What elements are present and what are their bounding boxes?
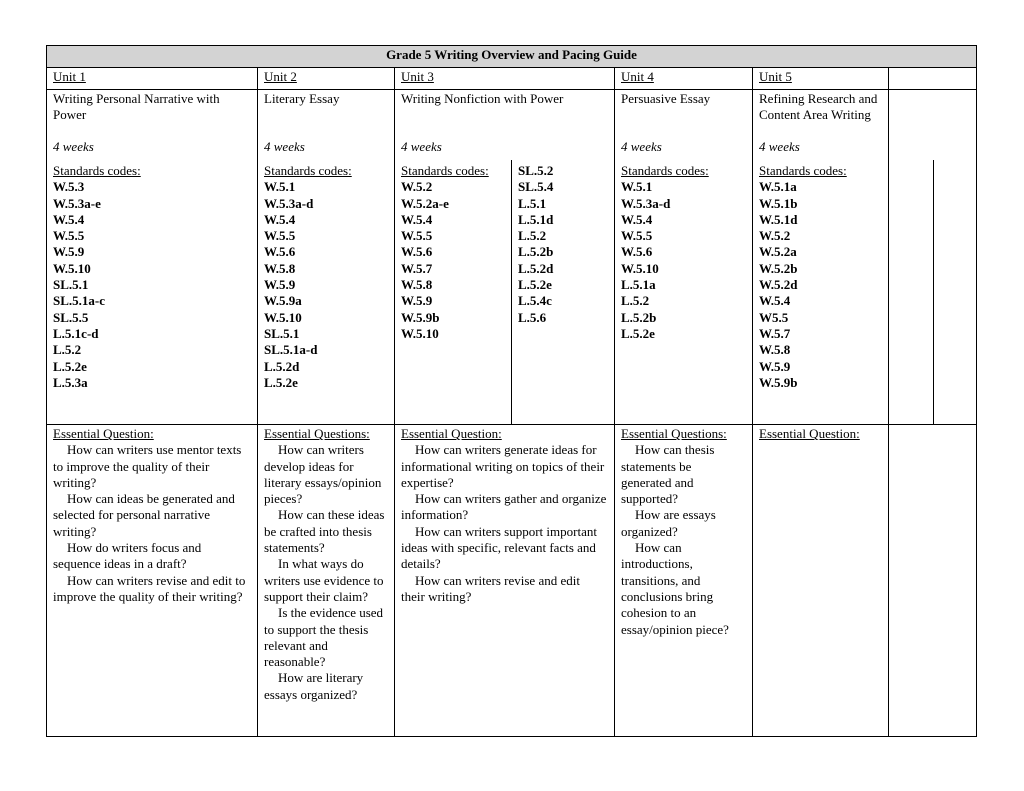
- essential-question-label: Essential Questions:: [264, 426, 370, 441]
- unit-name-cell: [46, 90, 257, 160]
- standards-cell: [257, 162, 394, 424]
- rule: [46, 736, 977, 737]
- unit-duration: 4 weeks: [401, 139, 442, 154]
- standard-code: L.5.2d: [518, 260, 554, 276]
- standard-code: L.5.2e: [53, 358, 87, 374]
- rule: [976, 45, 977, 737]
- standard-code: L.5.2e: [518, 277, 552, 293]
- unit-name-cell: [752, 90, 888, 160]
- table-title: Grade 5 Writing Overview and Pacing Guide: [386, 47, 637, 62]
- standard-code: L.5.6: [518, 309, 547, 325]
- standard-code: L.5.3a: [53, 374, 88, 390]
- rule: [394, 67, 395, 737]
- standard-code: W.5.9: [401, 293, 433, 309]
- standard-code: SL.5.1a-c: [53, 293, 105, 309]
- standard-code: W.5.1d: [759, 211, 798, 227]
- essential-question: How are essays organized?: [621, 507, 716, 539]
- essential-question: In what ways do writers use evidence to support their claim?: [264, 556, 384, 604]
- standard-code: W.5.2: [759, 228, 791, 244]
- essential-question: How can these ideas be crafted into thesis statements?: [264, 507, 385, 556]
- standard-code: W.5.9: [759, 358, 791, 374]
- essential-question: How can writers support important ideas with specific, relevant facts and details?: [401, 523, 597, 572]
- standard-code: W.5.9b: [759, 374, 798, 390]
- standard-code: L.5.2: [621, 293, 650, 309]
- rule: [46, 89, 977, 90]
- standard-code: W.5.9a: [264, 293, 302, 309]
- standard-code: W.5.4: [759, 293, 791, 309]
- standard-code: W.5.5: [264, 228, 296, 244]
- rule: [933, 160, 934, 424]
- essential-questions-cell: [257, 425, 394, 736]
- rule: [46, 45, 47, 737]
- standard-code: W.5.10: [53, 260, 91, 276]
- standard-code: W.5.2d: [759, 277, 798, 293]
- unit-name: Writing Personal Narrative with Power: [53, 91, 220, 123]
- unit-duration: 4 weeks: [759, 139, 800, 154]
- essential-question: How can writers revise and edit to improve the quality of their writing?: [53, 572, 246, 604]
- standard-code: W.5.6: [401, 244, 433, 260]
- standard-code: W.5.4: [264, 211, 296, 227]
- standards-label: Standards codes:: [401, 163, 489, 178]
- essential-question: How do writers focus and sequence ideas in a draft?: [53, 540, 202, 572]
- standard-code: W.5.10: [401, 325, 439, 341]
- unit-header-cell: [257, 68, 394, 89]
- unit-label: Unit 4: [621, 69, 654, 84]
- standard-code: SL.5.4: [518, 179, 554, 195]
- unit-name-cell: [257, 90, 394, 160]
- rule: [511, 160, 512, 424]
- essential-question-label: Essential Question:: [759, 426, 860, 441]
- essential-question: How can writers gather and organize information?: [401, 491, 607, 523]
- unit-duration: 4 weeks: [264, 139, 305, 154]
- standards-cell: [46, 162, 257, 424]
- unit-label: Unit 5: [759, 69, 792, 84]
- rule: [888, 67, 889, 737]
- standard-code: L.5.2d: [264, 358, 300, 374]
- standard-code: W.5.4: [401, 211, 433, 227]
- standard-code: W.5.1b: [759, 195, 798, 211]
- standards-cell: [614, 162, 752, 424]
- unit-name-cell: [614, 90, 752, 160]
- rule: [257, 67, 258, 737]
- essential-questions-cell: [394, 425, 614, 736]
- unit-header-cell: [614, 68, 752, 89]
- standard-code: W.5.8: [401, 277, 433, 293]
- essential-question: How are literary essays organized?: [264, 670, 364, 702]
- unit-header-cell: [46, 68, 257, 89]
- rule: [46, 45, 977, 46]
- standards-label: Standards codes:: [621, 163, 709, 178]
- essential-question: Is the evidence used to support the thesis relevant and reasonable?: [264, 605, 384, 670]
- standard-code: SL.5.2: [518, 163, 554, 178]
- standard-code: W.5.2b: [759, 260, 798, 276]
- standard-code: L.5.2b: [518, 244, 554, 260]
- essential-question: How can thesis statements be generated and supported?: [621, 442, 715, 507]
- standard-code: W.5.1a: [759, 179, 797, 195]
- unit-name-cell: [394, 90, 614, 160]
- rule: [46, 67, 977, 68]
- unit-label: Unit 2: [264, 69, 297, 84]
- standard-code: W.5.9b: [401, 309, 440, 325]
- standard-code: W.5.7: [759, 325, 791, 341]
- standard-code: W.5.1: [264, 179, 296, 195]
- essential-question: How can writers use mentor texts to improve the quality of their writing?: [53, 442, 242, 490]
- standard-code: L.5.1a: [621, 277, 656, 293]
- standard-code: SL.5.1a-d: [264, 342, 318, 358]
- standard-code: SL.5.1: [53, 277, 89, 293]
- unit-header-cell: [394, 68, 614, 89]
- standard-code: W.5.7: [401, 260, 433, 276]
- standard-code: W.5.3a-e: [53, 195, 101, 211]
- standard-code: SL.5.1: [264, 325, 300, 341]
- standard-code: SL.5.5: [53, 309, 89, 325]
- standard-code: W5.5: [759, 309, 789, 325]
- standards-label: Standards codes:: [759, 163, 847, 178]
- essential-question-label: Essential Questions:: [621, 426, 727, 441]
- standard-code: L.5.1c-d: [53, 325, 99, 341]
- essential-questions-cell: [614, 425, 752, 736]
- standard-code: W.5.9: [53, 244, 85, 260]
- standard-code: L.5.2e: [621, 325, 655, 341]
- unit-label: Unit 1: [53, 69, 86, 84]
- essential-question: How can ideas be generated and selected for personal narrative writing?: [53, 491, 235, 539]
- essential-questions-cell: [46, 425, 257, 736]
- essential-question: How can introductions, transitions, and conclusions bring cohesion to an essay/opinion piece?: [621, 540, 729, 637]
- standard-code: L.5.2: [518, 228, 547, 244]
- standards-label: Standards codes:: [53, 163, 141, 178]
- standard-code: W.5.3a-d: [264, 195, 314, 211]
- essential-question: How can writers develop ideas for literary essays/opinion pieces?: [264, 442, 382, 507]
- standard-code: W.5.2: [401, 179, 433, 195]
- essential-question: How can writers revise and edit their writing?: [401, 572, 580, 604]
- standards-label: Standards codes:: [264, 163, 352, 178]
- standard-code: W.5.10: [264, 309, 302, 325]
- pacing-guide-table: [46, 45, 977, 737]
- unit-name: Persuasive Essay: [621, 91, 711, 106]
- essential-question-label: Essential Question:: [401, 426, 502, 441]
- unit-label: Unit 3: [401, 69, 434, 84]
- standard-code: W.5.2a: [759, 244, 797, 260]
- standard-code: L.5.1d: [518, 211, 554, 227]
- rule: [614, 67, 615, 737]
- standards-cell: [394, 162, 511, 424]
- rule: [46, 424, 977, 425]
- unit-name: Literary Essay: [264, 91, 340, 106]
- standard-code: W.5.4: [621, 211, 653, 227]
- standard-code: W.5.1: [621, 179, 653, 195]
- essential-questions-cell: [752, 425, 888, 736]
- standards-cell: [752, 162, 888, 424]
- standard-code: L.5.1: [518, 195, 547, 211]
- unit-duration: 4 weeks: [621, 139, 662, 154]
- rule: [752, 67, 753, 737]
- standard-code: W.5.6: [264, 244, 296, 260]
- essential-question: How can writers generate ideas for informational writing on topics of their expertise?: [401, 442, 605, 490]
- standard-code: W.5.8: [264, 260, 296, 276]
- standard-code: W.5.3: [53, 179, 85, 195]
- standard-code: W.5.8: [759, 342, 791, 358]
- standard-code: L.5.2: [53, 342, 82, 358]
- unit-name: Refining Research and Content Area Writing: [759, 91, 878, 123]
- standard-code: L.5.4c: [518, 293, 552, 309]
- table-title-cell: [46, 46, 977, 67]
- standard-code: W.5.2a-e: [401, 195, 449, 211]
- standard-code: W.5.3a-d: [621, 195, 671, 211]
- standard-code: W.5.5: [53, 228, 85, 244]
- unit-header-cell: [752, 68, 888, 89]
- standard-code: W.5.5: [621, 228, 653, 244]
- standard-code: W.5.9: [264, 277, 296, 293]
- unit-duration: 4 weeks: [53, 139, 94, 154]
- standard-code: W.5.10: [621, 260, 659, 276]
- standards-cell-second-column: [511, 162, 614, 424]
- standard-code: W.5.4: [53, 211, 85, 227]
- standard-code: W.5.6: [621, 244, 653, 260]
- unit-name: Writing Nonfiction with Power: [401, 91, 564, 106]
- standard-code: L.5.2b: [621, 309, 657, 325]
- essential-question-label: Essential Question:: [53, 426, 154, 441]
- standard-code: W.5.5: [401, 228, 433, 244]
- standard-code: L.5.2e: [264, 374, 298, 390]
